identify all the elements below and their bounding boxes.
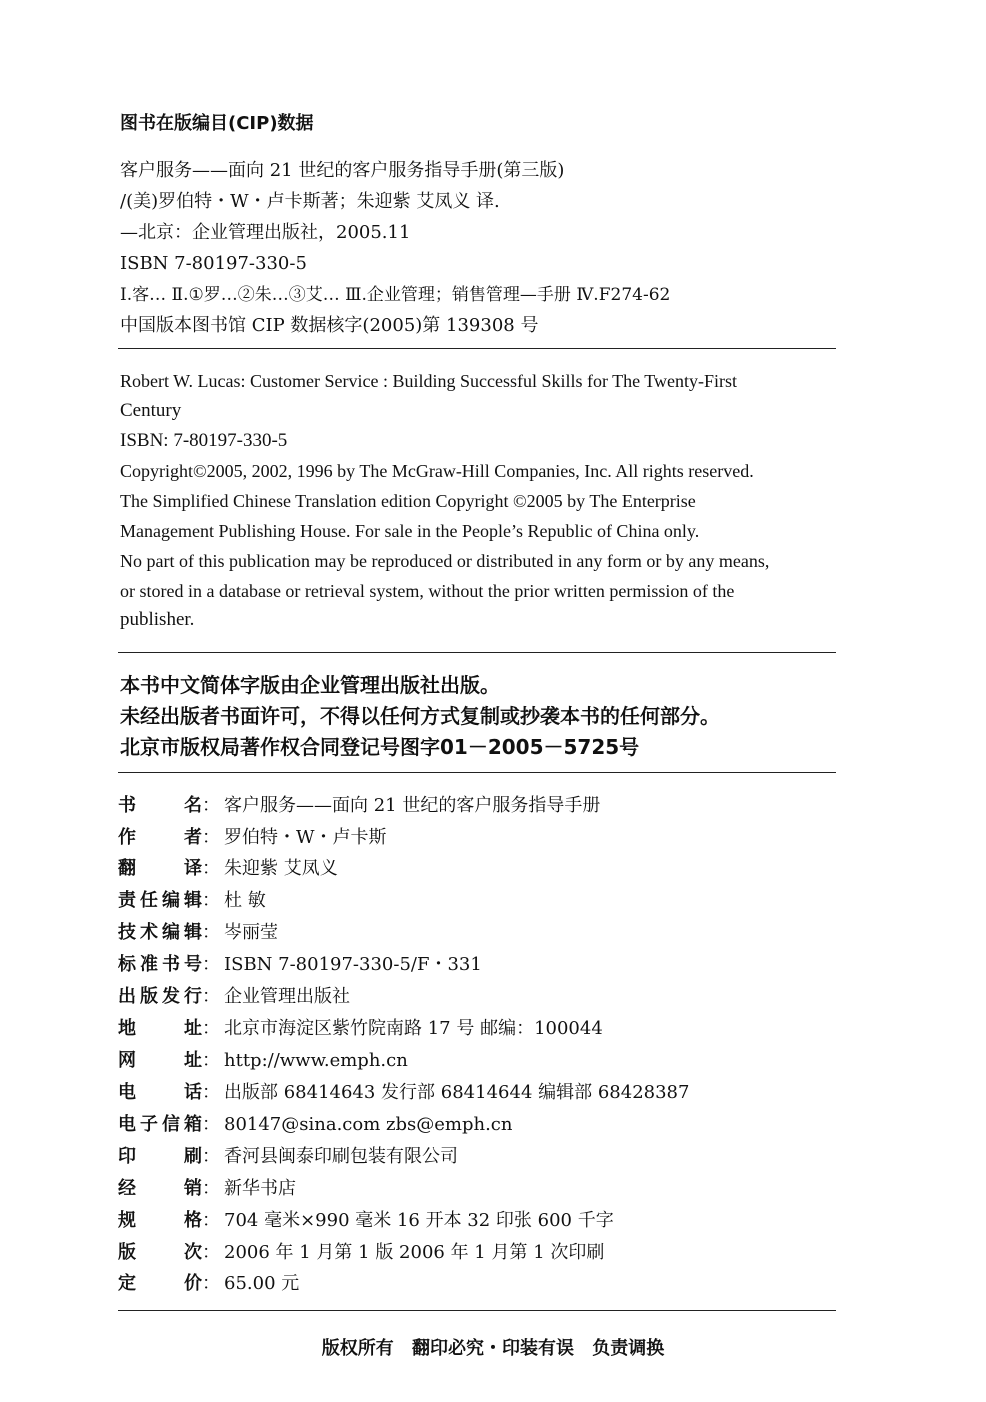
info-row-title: 书名： 客户服务——面向 21 世纪的客户服务指导手册 (118, 795, 601, 816)
info-label: 电子信箱 (118, 1114, 202, 1135)
info-label: 电话 (118, 1082, 202, 1103)
info-row-tech-editor: 技术编辑： 岑丽莹 (118, 922, 278, 943)
footer-part: 版权所有 (321, 1338, 394, 1359)
info-label: 规格 (118, 1210, 202, 1231)
info-label: 经销 (118, 1178, 202, 1199)
info-label: 书名 (118, 795, 202, 816)
info-label: 印刷 (118, 1146, 202, 1167)
info-row-edition: 版次： 2006 年 1 月第 1 版 2006 年 1 月第 1 次印刷 (118, 1242, 605, 1263)
english-line: or stored in a database or retrieval system, without the prior written permission of the (120, 581, 735, 601)
info-value: 北京市海淀区紫竹院南路 17 号 邮编：100044 (224, 1018, 603, 1039)
info-label: 版次 (118, 1242, 202, 1263)
cip-line: —北京：企业管理出版社，2005.11 (120, 222, 411, 243)
info-value: 65.00 元 (224, 1273, 300, 1294)
english-line: Century (120, 400, 182, 421)
cip-line: ISBN 7-80197-330-5 (120, 253, 307, 274)
info-value: http://www.emph.cn (224, 1050, 408, 1071)
info-value: 杜 敏 (224, 890, 266, 911)
info-label: 标准书号 (118, 954, 202, 975)
english-line: No part of this publication may be reproduced or distributed in any form or by any means, (120, 551, 770, 571)
notice-line: 北京市版权局著作权合同登记号图字01－2005－5725号 (120, 735, 640, 759)
english-line: ISBN: 7-80197-330-5 (120, 430, 288, 451)
info-row-email: 电子信箱： 80147@sina.com zbs@emph.cn (118, 1114, 513, 1135)
info-label: 出版发行 (118, 986, 202, 1007)
footer-part: 负责调换 (592, 1338, 665, 1359)
info-row-publisher: 出版发行： 企业管理出版社 (118, 986, 350, 1007)
rights-footer (0, 1334, 986, 1360)
info-value: 客户服务——面向 21 世纪的客户服务指导手册 (224, 795, 601, 816)
info-row-editor: 责任编辑： 杜 敏 (118, 890, 266, 911)
english-line: Copyright©2005, 2002, 1996 by The McGraw-Hill Companies, Inc. All rights reserved. (120, 461, 754, 481)
info-value: 出版部 68414643 发行部 68414644 编辑部 68428387 (224, 1082, 690, 1103)
info-value: 香河县闽泰印刷包装有限公司 (224, 1146, 458, 1167)
info-label: 责任编辑 (118, 890, 202, 911)
info-value: ISBN 7-80197-330-5/F・331 (224, 954, 482, 975)
info-label: 作者 (118, 827, 202, 848)
info-row-isbn: 标准书号： ISBN 7-80197-330-5/F・331 (118, 954, 482, 975)
info-value: 朱迎紫 艾凤义 (224, 858, 338, 879)
info-row-price: 定价： 65.00 元 (118, 1273, 300, 1294)
info-row-website: 网址： http://www.emph.cn (118, 1050, 408, 1071)
info-label: 翻译 (118, 858, 202, 879)
divider (118, 348, 836, 349)
info-row-distributor: 经销： 新华书店 (118, 1178, 296, 1199)
info-label: 地址 (118, 1018, 202, 1039)
info-value: 岑丽莹 (224, 922, 278, 943)
footer-part: 翻印必究・印装有误 (412, 1338, 574, 1359)
cip-line: 客户服务——面向 21 世纪的客户服务指导手册(第三版) (120, 160, 565, 181)
notice-line: 本书中文简体字版由企业管理出版社出版。 (120, 673, 500, 697)
info-value: 新华书店 (224, 1178, 296, 1199)
divider (118, 772, 836, 773)
english-line: The Simplified Chinese Translation edition Copyright ©2005 by The Enterprise (120, 491, 696, 511)
info-row-format: 规格： 704 毫米×990 毫米 16 开本 32 印张 600 千字 (118, 1210, 614, 1231)
info-row-author: 作者： 罗伯特・W・卢卡斯 (118, 827, 387, 848)
english-line: publisher. (120, 609, 195, 630)
info-value: 企业管理出版社 (224, 986, 350, 1007)
info-row-address: 地址： 北京市海淀区紫竹院南路 17 号 邮编：100044 (118, 1018, 603, 1039)
info-value: 2006 年 1 月第 1 版 2006 年 1 月第 1 次印刷 (224, 1242, 605, 1263)
info-value: 80147@sina.com zbs@emph.cn (224, 1114, 513, 1135)
info-label: 网址 (118, 1050, 202, 1071)
cip-line: 中国版本图书馆 CIP 数据核字(2005)第 139308 号 (120, 315, 539, 336)
divider (118, 1310, 836, 1311)
divider (118, 652, 836, 653)
info-row-phone: 电话： 出版部 68414643 发行部 68414644 编辑部 68428387 (118, 1082, 690, 1103)
info-value: 704 毫米×990 毫米 16 开本 32 印张 600 千字 (224, 1210, 614, 1231)
cip-heading: 图书在版编目(CIP)数据 (120, 113, 314, 134)
cip-line: Ⅰ.客… Ⅱ.①罗…②朱…③艾… Ⅲ.企业管理；销售管理—手册 Ⅳ.F274-62 (120, 285, 671, 305)
info-label: 定价 (118, 1273, 202, 1294)
info-row-printer: 印刷： 香河县闽泰印刷包装有限公司 (118, 1146, 458, 1167)
cip-line: /(美)罗伯特・W・卢卡斯著；朱迎紫 艾凤义 译. (120, 191, 500, 212)
info-row-translator: 翻译： 朱迎紫 艾凤义 (118, 858, 338, 879)
notice-line: 未经出版者书面许可，不得以任何方式复制或抄袭本书的任何部分。 (120, 704, 720, 728)
english-line: Robert W. Lucas: Customer Service : Building Successful Skills for The Twenty-First (120, 371, 738, 391)
info-value: 罗伯特・W・卢卡斯 (224, 827, 387, 848)
info-label: 技术编辑 (118, 922, 202, 943)
english-line: Management Publishing House. For sale in the People’s Republic of China only. (120, 521, 700, 541)
